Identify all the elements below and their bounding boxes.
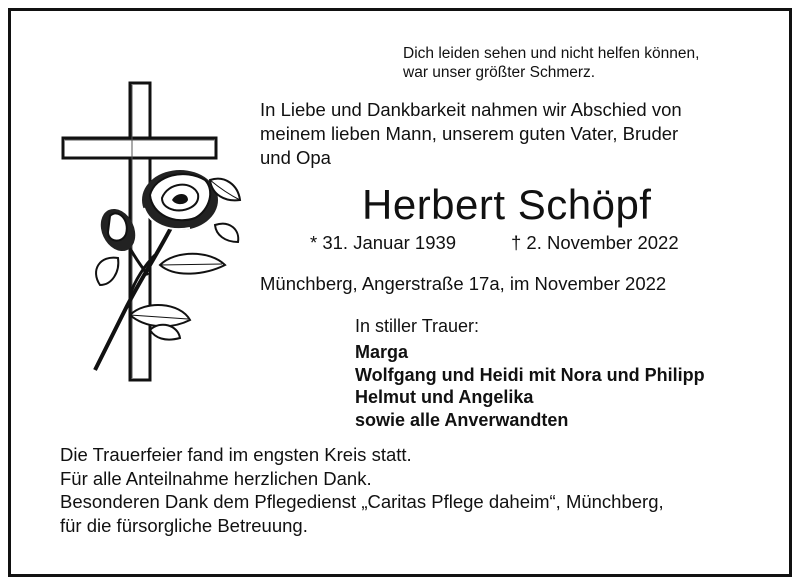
mourner-name: sowie alle Anverwandten [355, 409, 569, 430]
mourner-name: Helmut und Angelika [355, 387, 534, 407]
intro-line: und Opa [260, 147, 331, 168]
deceased-name: Herbert Schöpf [362, 181, 652, 228]
closing-line: für die fürsorgliche Betreuung. [60, 514, 308, 536]
mourners-list [355, 341, 705, 431]
quote-line: war unser größter Schmerz. [403, 64, 596, 81]
mourner-name: Marga [355, 342, 409, 362]
mourner-name: Wolfgang und Heidi mit Nora und Philipp [355, 364, 705, 385]
intro-line: In Liebe und Dankbarkeit nahmen wir Abschied von [260, 99, 682, 120]
birth-date: * 31. Januar 1939 [310, 232, 457, 253]
closing-text [60, 443, 664, 537]
quote-line: Dich leiden sehen und nicht helfen können, [403, 45, 700, 62]
closing-line: Besonderen Dank dem Pflegedienst „Caritas Pflege daheim“, Münchberg, [60, 491, 664, 512]
intro-line: meinem lieben Mann, unserem guten Vater, Bruder [260, 123, 679, 144]
death-date: † 2. November 2022 [511, 232, 679, 253]
place-date: Münchberg, Angerstraße 17a, im November 2022 [260, 273, 667, 294]
memorial-quote [403, 44, 699, 82]
cross-with-rose-icon [60, 80, 245, 385]
closing-line: Für alle Anteilnahme herzlichen Dank. [60, 467, 372, 489]
intro-text [260, 98, 682, 170]
closing-line: Die Trauerfeier fand im engsten Kreis statt. [60, 444, 412, 465]
mourners-heading: In stiller Trauer: [355, 316, 480, 336]
